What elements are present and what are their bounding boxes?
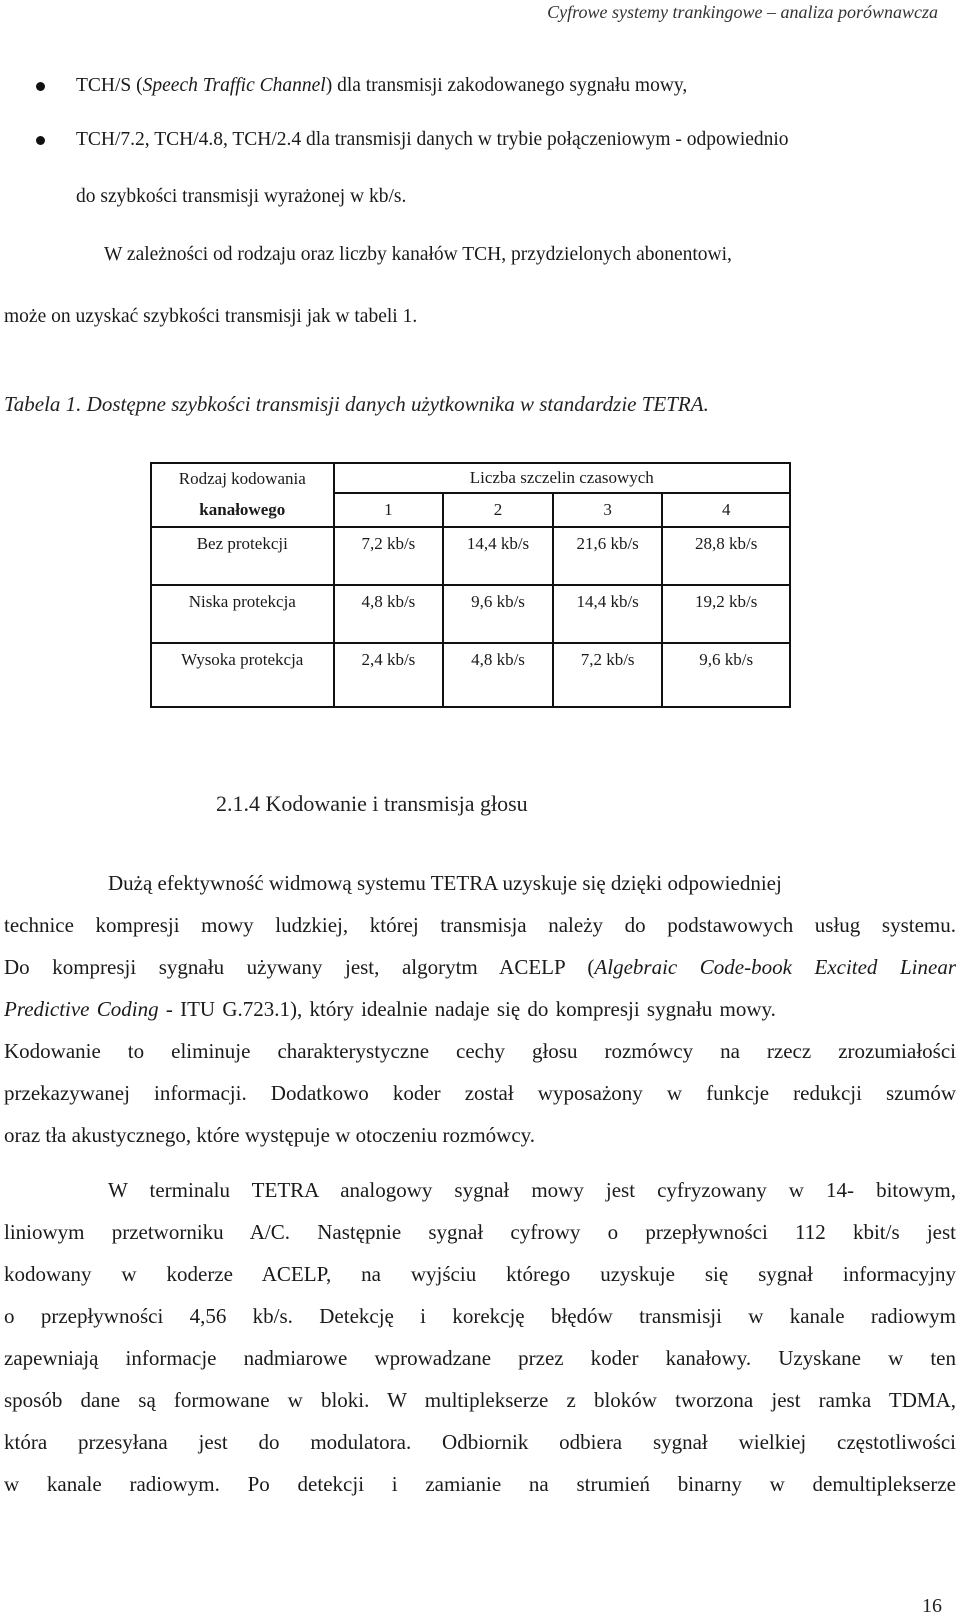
bullet-icon (36, 82, 45, 91)
paragraph-1-line-3-text: Do kompresji sygnału używany jest, algorytm ACELP ( (4, 955, 595, 979)
slot-header: 1 (334, 493, 444, 527)
paragraph-2-line-7: która przesyłana jest do modulatora. Odbiornik odbiera sygnał wielkiej częstotliwości (4, 1430, 956, 1454)
paragraph-2-line-2: liniowym przetworniku A/C. Następnie sygnał cyfrowy o przepływności 112 kbit/s jest (4, 1220, 956, 1244)
paragraph-1-line-2: technice kompresji mowy ludzkiej, której transmisja należy do podstawowych usług systemu. (4, 913, 956, 937)
bullet-text-italic: Speech Traffic Channel (142, 75, 326, 96)
coding-header-line2: kanałowego (151, 493, 334, 527)
slot-header: 2 (443, 493, 553, 527)
paragraph-1-line-6: przekazywanej informacji. Dodatkowo koder został wyposażony w funkcje redukcji szumów (4, 1081, 956, 1105)
table-cell: 7,2 kb/s (553, 643, 663, 707)
row-label: Bez protekcji (151, 527, 334, 585)
coding-header-line1: Rodzaj kodowania (178, 468, 306, 488)
page-number: 16 (922, 1595, 942, 1617)
intro-line-1: W zależności od rodzaju oraz liczby kanałów TCH, przydzielonych abonentowi, (104, 244, 732, 265)
table-row (151, 585, 790, 643)
table-cell: 9,6 kb/s (662, 643, 790, 707)
table-cell: 7,2 kb/s (334, 527, 444, 585)
paragraph-2-line-1: W terminalu TETRA analogowy sygnał mowy jest cyfryzowany w 14- bitowym, (108, 1178, 956, 1202)
paragraph-2-line-3: kodowany w koderze ACELP, na wyjściu którego uzyskuje się sygnał informacyjny (4, 1262, 956, 1286)
table-row (151, 527, 790, 585)
table-cell: 4,8 kb/s (443, 643, 553, 707)
slots-group-header: Liczba szczelin czasowych (334, 463, 790, 493)
coding-header-cell (151, 463, 334, 493)
table-cell: 2,4 kb/s (334, 643, 444, 707)
paragraph-1-line-4-italic: Predictive Coding (4, 997, 159, 1021)
paragraph-1-line-7: oraz tła akustycznego, które występuje w otoczeniu rozmówcy. (4, 1123, 536, 1147)
row-label: Wysoka protekcja (151, 643, 334, 707)
intro-line-2: może on uzyskać szybkości transmisji jak w tabeli 1. (4, 306, 418, 327)
table-cell: 14,4 kb/s (553, 585, 663, 643)
bullet-text-suffix: ) dla transmisji zakodowanego sygnału mowy, (325, 75, 688, 96)
bullet-text-prefix: TCH/S ( (76, 75, 143, 96)
paragraph-2-line-5: zapewniają informacje nadmiarowe wprowadzane przez koder kanałowy. Uzyskane w ten (4, 1346, 956, 1370)
row-label: Niska protekcja (151, 585, 334, 643)
paragraph-1-line-5: Kodowanie to eliminuje charakterystyczne cechy głosu rozmówcy na rzecz zrozumiałości (4, 1039, 956, 1063)
table-cell: 4,8 kb/s (334, 585, 444, 643)
running-header: Cyfrowe systemy trankingowe – analiza porównawcza (547, 2, 938, 22)
paragraph-1-line-3 (4, 955, 956, 980)
bullet-icon (36, 136, 45, 145)
table-caption: Tabela 1. Dostępne szybkości transmisji danych użytkownika w standardzie TETRA. (4, 392, 709, 416)
slot-header: 3 (553, 493, 663, 527)
table-cell: 14,4 kb/s (443, 527, 553, 585)
bullet-item-tch-data-line1: TCH/7.2, TCH/4.8, TCH/2.4 dla transmisji danych w trybie połączeniowym - odpowiednio (76, 129, 789, 150)
paragraph-1-line-3-italic: Algebraic Code-book Excited Linear (594, 955, 956, 979)
paragraph-1-line-4-text: - ITU G.723.1), który idealnie nadaje się do kompresji sygnału mowy. (158, 997, 776, 1021)
paragraph-1-line-4 (4, 997, 956, 1022)
bullet-item-tch-data-line2: do szybkości transmisji wyrażonej w kb/s. (76, 186, 407, 207)
table-cell: 28,8 kb/s (662, 527, 790, 585)
table-cell: 9,6 kb/s (443, 585, 553, 643)
table-subheader-row (151, 493, 790, 527)
table-header-row (151, 463, 790, 493)
paragraph-2-line-6: sposób dane są formowane w bloki. W multiplekserze z bloków tworzona jest ramka TDMA, (4, 1388, 956, 1412)
table-cell: 21,6 kb/s (553, 527, 663, 585)
transmission-rates-table (150, 462, 791, 708)
slot-header: 4 (662, 493, 790, 527)
bullet-item-tchs (76, 75, 687, 97)
table-row (151, 643, 790, 707)
paragraph-1-line-1: Dużą efektywność widmową systemu TETRA uzyskuje się dzięki odpowiedniej (108, 871, 782, 895)
paragraph-2-line-4: o przepływności 4,56 kb/s. Detekcję i korekcję błędów transmisji w kanale radiowym (4, 1304, 956, 1328)
section-heading: 2.1.4 Kodowanie i transmisja głosu (216, 791, 528, 816)
paragraph-2-line-8: w kanale radiowym. Po detekcji i zamianie na strumień binarny w demultiplekserze (4, 1472, 956, 1496)
table-cell: 19,2 kb/s (662, 585, 790, 643)
